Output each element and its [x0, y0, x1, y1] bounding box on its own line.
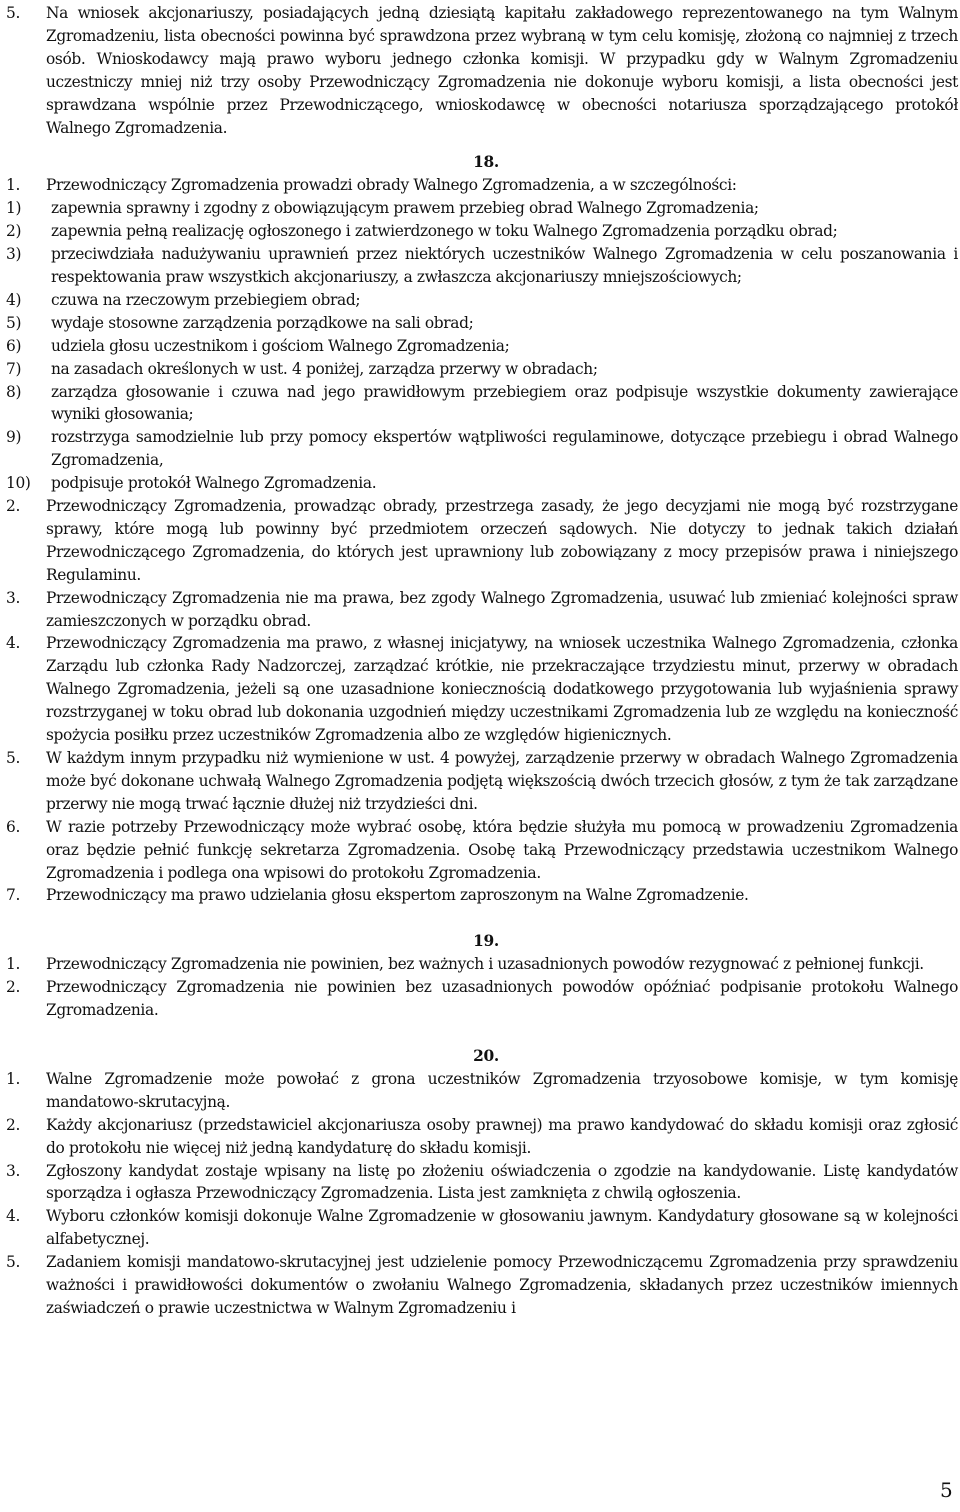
- sec18-subitem-6: [6, 335, 958, 358]
- item-text: Wyboru członków komisji dokonuje Walne Zgromadzenie w głosowaniu jawnym. Kandydatury głosowane są w kolejności alfabetycznej.: [46, 1207, 958, 1249]
- subitem-text: przeciwdziała nadużywaniu uprawnień przez niektórych uczestników Walnego Zgromadzenia w celu poszanowania i respektowania praw wszystkich akcjonariuszy, a zwłaszcza akcjonariuszy mniejszościowych;: [51, 245, 958, 286]
- sec18-subitem-7: [6, 358, 958, 381]
- subitem-number: 3): [6, 245, 22, 264]
- item-number: 5.: [6, 4, 20, 22]
- subitem-text: udziela głosu uczestnikom i gościom Walnego Zgromadzenia;: [51, 336, 510, 355]
- item-text: Przewodniczący Zgromadzenia nie ma prawa, bez zgody Walnego Zgromadzenia, usuwać lub zmieniać kolejności spraw zamieszczonych w porządku obrad.: [46, 588, 958, 630]
- item-text: Zadaniem komisji mandatowo-skrutacyjnej jest udzielenie pomocy Przewodniczącemu Zgromadzenia przy sprawdzeniu ważności i prawidłowości dokumentów o zwołaniu Walnego Zgromadzenia, składanych przez uczestników imiennych zaświadczeń o prawie uczestnictwa w Walnym Zgromadzeniu i: [46, 1253, 958, 1317]
- sec20-item-4: [6, 1205, 958, 1251]
- subitem-text: czuwa na rzeczowym przebiegiem obrad;: [51, 290, 361, 309]
- item-number: 5.: [6, 749, 20, 767]
- section-heading-20: 20.: [473, 1046, 499, 1065]
- subitem-text: na zasadach określonych w ust. 4 poniżej, zarządza przerwy w obradach;: [51, 359, 598, 378]
- subitem-text: zarządza głosowanie i czuwa nad jego prawidłowym przebiegiem oraz podpisuje wszystkie dokumenty zawierające wyniki głosowania;: [51, 382, 958, 424]
- item-number: 4.: [6, 634, 20, 653]
- sec18-subitem-10: [6, 472, 958, 495]
- sec18-item-2: [6, 495, 958, 587]
- item-number: 1.: [6, 955, 20, 974]
- item-number: 3.: [6, 588, 20, 607]
- subitem-text: zapewnia sprawny i zgodny z obowiązującym prawem przebieg obrad Walnego Zgromadzenia;: [51, 199, 759, 218]
- paragraph-intro-5: [6, 2, 958, 139]
- sec18-item-5: [6, 747, 958, 816]
- sec18-item-3: [6, 587, 958, 633]
- sec19-item-2: [6, 976, 958, 1022]
- item-text: W każdym innym przypadku niż wymienione w ust. 4 powyżej, zarządzenie przerwy w obradach Walnego Zgromadzenia może być dokonane uchwałą Walnego Zgromadzenia podjętą większością dwóch trzecich głosów, z tym że tak zarządzane przerwy nie mogą trwać łącznie dłużej niż trzydzieści dni.: [46, 749, 958, 813]
- sec20-item-2: [6, 1114, 958, 1160]
- sec18-subitem-4: [6, 289, 958, 312]
- item-text: Przewodniczący Zgromadzenia prowadzi obrady Walnego Zgromadzenia, a w szczególności:: [46, 176, 737, 195]
- sec18-subitem-2: [6, 220, 958, 243]
- item-number: 7.: [6, 886, 20, 905]
- item-number: 6.: [6, 817, 20, 836]
- sec20-item-1: [6, 1068, 958, 1114]
- item-text: Walne Zgromadzenie może powołać z grona uczestników Zgromadzenia trzyosobowe komisje, w tym komisję mandatowo-skrutacyjną.: [46, 1069, 958, 1111]
- item-number: 2.: [6, 497, 20, 516]
- item-number: 5.: [6, 1253, 20, 1272]
- item-number: 1.: [6, 176, 20, 195]
- subitem-number: 9): [6, 428, 22, 447]
- item-text: Przewodniczący ma prawo udzielania głosu ekspertom zaproszonym na Walne Zgromadzenie.: [46, 886, 749, 905]
- subitem-number: 5): [6, 313, 22, 332]
- item-text: Przewodniczący Zgromadzenia nie powinien, bez ważnych i uzasadnionych powodów rezygnować z pełnionej funkcji.: [46, 955, 924, 974]
- sec18-subitem-1: [6, 197, 958, 220]
- item-text: Przewodniczący Zgromadzenia, prowadząc obrady, przestrzega zasady, że jego decyzjami nie mogą być rozstrzygane sprawy, które mogą lub powinny być przedmiotem orzeczeń sądowych. Nie dotyczy to jednak takich działań Przewodniczącego Zgromadzenia, do których jest uprawniony lub zobowiązany z mocy przepisów prawa i niniejszego Regulaminu.: [46, 497, 958, 584]
- document-page: [6, 2, 958, 1320]
- page-number: 5: [940, 1478, 953, 1502]
- subitem-text: zapewnia pełną realizację ogłoszonego i zatwierdzonego w toku Walnego Zgromadzenia porządku obrad;: [51, 222, 838, 241]
- subitem-number: 1): [6, 199, 22, 218]
- sec18-item-6: [6, 816, 958, 885]
- sec18-subitem-5: [6, 312, 958, 335]
- item-text: Przewodniczący Zgromadzenia ma prawo, z własnej inicjatywy, na wniosek uczestnika Walnego Zgromadzenia, członka Zarządu lub członka Rady Nadzorczej, zarządzać krótkie, nie przekraczające trzydziestu minut, przerwy w obradach Walnego Zgromadzenia, jeżeli są one uzasadnione koniecznością dodatkowego przygotowania lub wyjaśnienia sprawy rozstrzyganej w toku obrad lub dokonania uzgodnień między uczestnikami Zgromadzenia lub ze względu na konieczność spożycia posiłku przez uczestników Zgromadzenia albo ze względów higienicznych.: [46, 634, 958, 745]
- sec19-item-1: [6, 953, 958, 976]
- sec18-item-7: [6, 884, 958, 907]
- subitem-text: podpisuje protokół Walnego Zgromadzenia.: [51, 474, 377, 493]
- section-heading-19: 19.: [473, 932, 499, 951]
- subitem-number: 2): [6, 222, 22, 241]
- subitem-text: rozstrzyga samodzielnie lub przy pomocy ekspertów wątpliwości regulaminowe, dotyczące przebiegu i obrad Walnego Zgromadzenia,: [51, 428, 958, 470]
- sec20-item-3: [6, 1160, 958, 1206]
- item-text: W razie potrzeby Przewodniczący może wybrać osobę, która będzie służyła mu pomocą w prowadzeniu Zgromadzenia oraz będzie pełnić funkcję sekretarza Zgromadzenia. Osobę taką Przewodniczący przedstawia uczestnikom Walnego Zgromadzenia i podlega ona wpisowi do protokołu Zgromadzenia.: [46, 817, 958, 882]
- item-text: Każdy akcjonariusz (przedstawiciel akcjonariusza osoby prawnej) ma prawo kandydować do składu komisji oraz zgłosić do protokołu nie więcej niż jedną kandydaturę do składu komisji.: [46, 1115, 958, 1157]
- item-text: Przewodniczący Zgromadzenia nie powinien bez uzasadnionych powodów opóźniać podpisanie protokołu Walnego Zgromadzenia.: [46, 978, 958, 1020]
- subitem-number: 8): [6, 382, 22, 401]
- item-number: 3.: [6, 1161, 20, 1180]
- sec18-subitem-8: [6, 381, 958, 427]
- item-number: 1.: [6, 1069, 20, 1088]
- item-number: 2.: [6, 1115, 20, 1134]
- subitem-number: 7): [6, 359, 22, 378]
- sec18-subitem-9: [6, 426, 958, 472]
- subitem-number: 10): [6, 474, 31, 493]
- sec18-item-4: [6, 632, 958, 747]
- subitem-number: 6): [6, 336, 22, 355]
- subitem-number: 4): [6, 290, 22, 309]
- item-number: 2.: [6, 978, 20, 997]
- section-heading-18: 18.: [473, 153, 499, 172]
- item-text: Zgłoszony kandydat zostaje wpisany na listę po złożeniu oświadczenia o zgodzie na kandydowanie. Listę kandydatów sporządza i ogłasza Przewodniczący Zgromadzenia. Lista jest zamknięta z chwilą ogłoszenia.: [46, 1161, 958, 1203]
- item-text: Na wniosek akcjonariuszy, posiadających jedną dziesiątą kapitału zakładowego reprezentowanego na tym Walnym Zgromadzeniu, lista obecności powinna być sprawdzona przez wybraną w tym celu komisję, złożoną co najmniej z trzech osób. Wnioskodawcy mają prawo wyboru jednego członka komisji. W przypadku gdy w Walnym Zgromadzeniu uczestniczy mniej niż trzy osoby Przewodniczący Zgromadzenia nie dokonuje wyboru komisji, a lista obecności jest sprawdzana wspólnie przez Przewodniczącego, wnioskodawcę w obecności notariusza sporządzającego protokół Walnego Zgromadzenia.: [46, 4, 958, 137]
- item-number: 4.: [6, 1207, 20, 1226]
- sec20-item-5: [6, 1251, 958, 1320]
- subitem-text: wydaje stosowne zarządzenia porządkowe na sali obrad;: [51, 313, 474, 332]
- sec18-subitem-3: [6, 243, 958, 289]
- sec18-item-1: [6, 174, 958, 197]
